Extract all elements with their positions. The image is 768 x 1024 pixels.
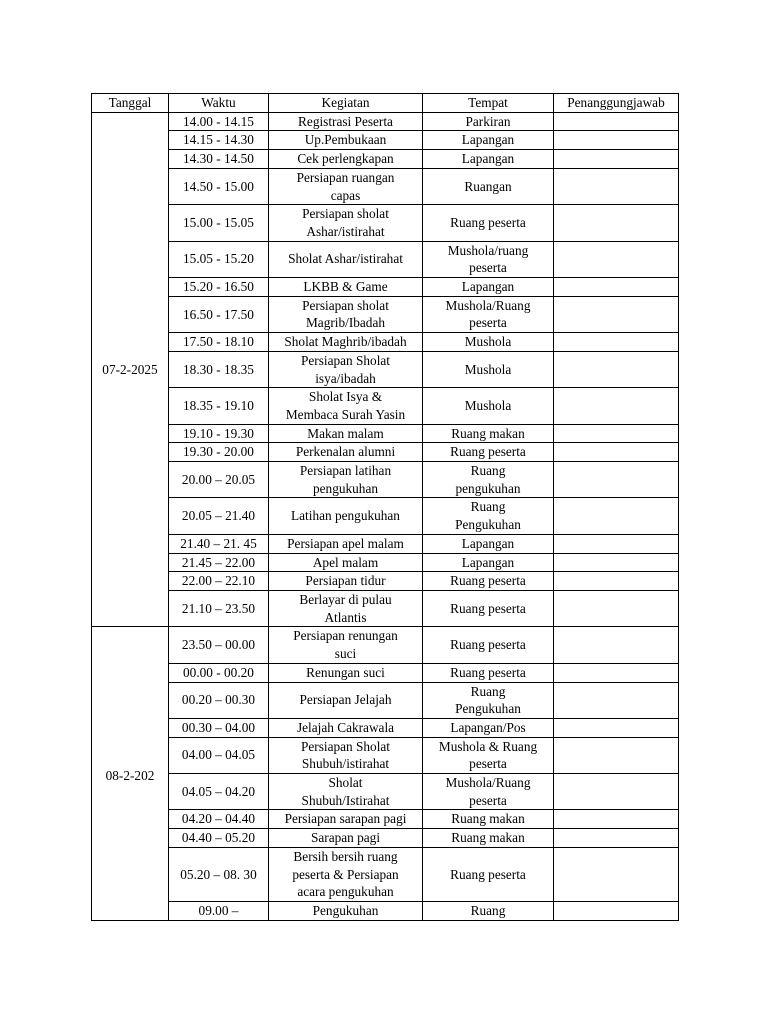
place-cell: Ruang xyxy=(423,902,554,921)
activity-cell: Sarapan pagi xyxy=(269,829,423,848)
cell-line: capas xyxy=(330,187,361,203)
place-cell: Ruang makan xyxy=(423,424,554,443)
time-cell: 04.05 – 04.20 xyxy=(169,774,269,810)
pic-cell xyxy=(554,131,679,150)
activity-cell: Apel malam xyxy=(269,553,423,572)
cell-line: Persiapan ruangan xyxy=(296,169,395,185)
place-cell: Ruang makan xyxy=(423,829,554,848)
time-cell: 21.45 – 22.00 xyxy=(169,553,269,572)
cell-line: Ruang xyxy=(470,499,506,515)
activity-cell xyxy=(269,168,423,204)
time-cell: 15.05 - 15.20 xyxy=(169,241,269,277)
activity-cell xyxy=(269,590,423,626)
table-row xyxy=(92,572,679,591)
cell-line: peserta & Persiapan xyxy=(292,866,399,882)
place-cell: Parkiran xyxy=(423,112,554,131)
table-row xyxy=(92,462,679,498)
pic-cell xyxy=(554,333,679,352)
activity-cell xyxy=(269,737,423,773)
table-row xyxy=(92,424,679,443)
cell-line: Mushola/Ruang xyxy=(445,775,531,791)
place-cell: Lapangan xyxy=(423,131,554,150)
cell-line: Persiapan renungan xyxy=(293,628,398,644)
time-cell: 19.30 - 20.00 xyxy=(169,443,269,462)
table-row xyxy=(92,241,679,277)
table-row xyxy=(92,737,679,773)
cell-line: peserta xyxy=(469,260,507,276)
table-row xyxy=(92,443,679,462)
pic-cell xyxy=(554,553,679,572)
time-cell: 23.50 – 00.00 xyxy=(169,627,269,663)
pic-cell xyxy=(554,498,679,534)
time-cell: 17.50 - 18.10 xyxy=(169,333,269,352)
place-cell xyxy=(423,682,554,718)
cell-line: Persiapan Sholat xyxy=(300,738,390,754)
pic-cell xyxy=(554,718,679,737)
time-cell: 15.20 - 16.50 xyxy=(169,278,269,297)
place-cell: Ruang peserta xyxy=(423,627,554,663)
cell-line: Pengukuhan xyxy=(455,517,521,533)
date-cell: 08-2-202 xyxy=(92,627,169,921)
activity-cell: Jelajah Cakrawala xyxy=(269,718,423,737)
table-row xyxy=(92,534,679,553)
activity-cell: Makan malam xyxy=(269,424,423,443)
cell-line: suci xyxy=(334,646,357,662)
place-cell xyxy=(423,498,554,534)
place-cell: Ruang peserta xyxy=(423,847,554,902)
pic-cell xyxy=(554,351,679,387)
time-cell: 21.40 – 21. 45 xyxy=(169,534,269,553)
pic-cell xyxy=(554,774,679,810)
cell-line: Ashar/istirahat xyxy=(306,223,385,239)
pic-cell xyxy=(554,847,679,902)
table-row xyxy=(92,205,679,241)
pic-cell xyxy=(554,168,679,204)
header-tanggal: Tanggal xyxy=(92,94,169,113)
header-tempat: Tempat xyxy=(423,94,554,113)
activity-cell: Persiapan tidur xyxy=(269,572,423,591)
table-row xyxy=(92,902,679,921)
date-cell: 07-2-2025 xyxy=(92,112,169,627)
time-cell: 14.00 - 14.15 xyxy=(169,112,269,131)
time-cell: 15.00 - 15.05 xyxy=(169,205,269,241)
activity-cell: Perkenalan alumni xyxy=(269,443,423,462)
cell-line: Berlayar di pulau xyxy=(299,591,392,607)
cell-line: Persiapan sholat xyxy=(302,297,389,313)
activity-cell: Persiapan sarapan pagi xyxy=(269,810,423,829)
place-cell: Lapangan xyxy=(423,150,554,169)
cell-line: peserta xyxy=(469,756,507,772)
activity-cell: Sholat Maghrib/ibadah xyxy=(269,333,423,352)
place-cell: Ruang peserta xyxy=(423,443,554,462)
time-cell: 04.40 – 05.20 xyxy=(169,829,269,848)
table-row xyxy=(92,112,679,131)
table-row xyxy=(92,388,679,424)
table-row xyxy=(92,627,679,663)
time-cell: 00.30 – 04.00 xyxy=(169,718,269,737)
time-cell: 19.10 - 19.30 xyxy=(169,424,269,443)
time-cell: 21.10 – 23.50 xyxy=(169,590,269,626)
table-row xyxy=(92,278,679,297)
pic-cell xyxy=(554,205,679,241)
table-row xyxy=(92,682,679,718)
activity-cell xyxy=(269,388,423,424)
place-cell: Lapangan xyxy=(423,278,554,297)
time-cell: 04.00 – 04.05 xyxy=(169,737,269,773)
time-cell: 22.00 – 22.10 xyxy=(169,572,269,591)
activity-cell: Persiapan apel malam xyxy=(269,534,423,553)
header-kegiatan: Kegiatan xyxy=(269,94,423,113)
place-cell: Ruang peserta xyxy=(423,205,554,241)
cell-line: peserta xyxy=(469,792,507,808)
cell-line: Persiapan sholat xyxy=(302,206,389,222)
cell-line: pengukuhan xyxy=(313,480,378,496)
cell-line: Magrib/Ibadah xyxy=(305,315,385,331)
table-row xyxy=(92,498,679,534)
table-row xyxy=(92,333,679,352)
cell-line: Ruang xyxy=(470,463,506,479)
activity-cell: Persiapan Jelajah xyxy=(269,682,423,718)
time-cell: 04.20 – 04.40 xyxy=(169,810,269,829)
pic-cell xyxy=(554,296,679,332)
activity-cell xyxy=(269,847,423,902)
time-cell: 18.35 - 19.10 xyxy=(169,388,269,424)
table-row xyxy=(92,351,679,387)
pic-cell xyxy=(554,627,679,663)
cell-line: Shubuh/istirahat xyxy=(301,756,390,772)
place-cell: Ruangan xyxy=(423,168,554,204)
cell-line: Sholat Isya & xyxy=(308,389,383,405)
activity-cell xyxy=(269,296,423,332)
table-row xyxy=(92,810,679,829)
table-row xyxy=(92,718,679,737)
pic-cell xyxy=(554,534,679,553)
pic-cell xyxy=(554,829,679,848)
time-cell: 00.00 - 00.20 xyxy=(169,663,269,682)
activity-cell xyxy=(269,462,423,498)
schedule-body xyxy=(92,94,679,921)
activity-cell: Sholat Ashar/istirahat xyxy=(269,241,423,277)
pic-cell xyxy=(554,241,679,277)
cell-line: isya/ibadah xyxy=(315,370,376,386)
place-cell xyxy=(423,241,554,277)
cell-line: Mushola/Ruang xyxy=(445,297,531,313)
place-cell: Ruang peserta xyxy=(423,590,554,626)
activity-cell: Cek perlengkapan xyxy=(269,150,423,169)
pic-cell xyxy=(554,112,679,131)
pic-cell xyxy=(554,150,679,169)
place-cell: Lapangan xyxy=(423,534,554,553)
activity-cell: Latihan pengukuhan xyxy=(269,498,423,534)
place-cell: Mushola xyxy=(423,388,554,424)
activity-cell: Registrasi Peserta xyxy=(269,112,423,131)
table-row xyxy=(92,590,679,626)
table-row xyxy=(92,829,679,848)
header-row xyxy=(92,94,679,113)
pic-cell xyxy=(554,902,679,921)
activity-cell xyxy=(269,205,423,241)
table-row xyxy=(92,168,679,204)
place-cell xyxy=(423,296,554,332)
pic-cell xyxy=(554,682,679,718)
place-cell xyxy=(423,737,554,773)
time-cell: 14.50 - 15.00 xyxy=(169,168,269,204)
place-cell xyxy=(423,462,554,498)
place-cell xyxy=(423,774,554,810)
table-row xyxy=(92,296,679,332)
table-row xyxy=(92,553,679,572)
activity-cell xyxy=(269,627,423,663)
time-cell: 20.00 – 20.05 xyxy=(169,462,269,498)
time-cell: 00.20 – 00.30 xyxy=(169,682,269,718)
time-cell: 14.15 - 14.30 xyxy=(169,131,269,150)
time-cell: 18.30 - 18.35 xyxy=(169,351,269,387)
cell-line: Persiapan Sholat xyxy=(300,352,390,368)
cell-line: Membaca Surah Yasin xyxy=(285,406,406,422)
activity-cell: Renungan suci xyxy=(269,663,423,682)
activity-cell xyxy=(269,774,423,810)
time-cell: 14.30 - 14.50 xyxy=(169,150,269,169)
place-cell: Ruang peserta xyxy=(423,663,554,682)
cell-line: acara pengukuhan xyxy=(297,884,394,900)
pic-cell xyxy=(554,590,679,626)
pic-cell xyxy=(554,810,679,829)
pic-cell xyxy=(554,278,679,297)
place-cell: Lapangan xyxy=(423,553,554,572)
cell-line: Bersih bersih ruang xyxy=(293,849,398,865)
cell-line: peserta xyxy=(469,315,507,331)
pic-cell xyxy=(554,424,679,443)
schedule-table xyxy=(91,93,679,921)
time-cell: 20.05 – 21.40 xyxy=(169,498,269,534)
pic-cell xyxy=(554,663,679,682)
time-cell: 05.20 – 08. 30 xyxy=(169,847,269,902)
activity-cell xyxy=(269,351,423,387)
header-penanggungjawab: Penanggungjawab xyxy=(554,94,679,113)
place-cell: Mushola xyxy=(423,351,554,387)
pic-cell xyxy=(554,462,679,498)
cell-line: Atlantis xyxy=(324,609,367,625)
pic-cell xyxy=(554,388,679,424)
cell-line: pengukuhan xyxy=(455,480,521,496)
activity-cell: Up.Pembukaan xyxy=(269,131,423,150)
place-cell: Ruang makan xyxy=(423,810,554,829)
cell-line: Mushola & Ruang xyxy=(438,738,538,754)
table-row xyxy=(92,131,679,150)
pic-cell xyxy=(554,443,679,462)
table-row xyxy=(92,150,679,169)
place-cell: Lapangan/Pos xyxy=(423,718,554,737)
activity-cell: Pengukuhan xyxy=(269,902,423,921)
table-row xyxy=(92,663,679,682)
table-row xyxy=(92,774,679,810)
time-cell: 09.00 – xyxy=(169,902,269,921)
activity-cell: LKBB & Game xyxy=(269,278,423,297)
table-row xyxy=(92,847,679,902)
cell-line: Shubuh/Istirahat xyxy=(301,792,390,808)
cell-line: Persiapan latihan xyxy=(299,463,392,479)
time-cell: 16.50 - 17.50 xyxy=(169,296,269,332)
cell-line: Pengukuhan xyxy=(455,701,521,717)
cell-line: Ruang xyxy=(470,683,506,699)
pic-cell xyxy=(554,737,679,773)
cell-line: Sholat xyxy=(328,775,363,791)
cell-line: Mushola/ruang xyxy=(447,242,529,258)
place-cell: Ruang peserta xyxy=(423,572,554,591)
place-cell: Mushola xyxy=(423,333,554,352)
header-waktu: Waktu xyxy=(169,94,269,113)
pic-cell xyxy=(554,572,679,591)
